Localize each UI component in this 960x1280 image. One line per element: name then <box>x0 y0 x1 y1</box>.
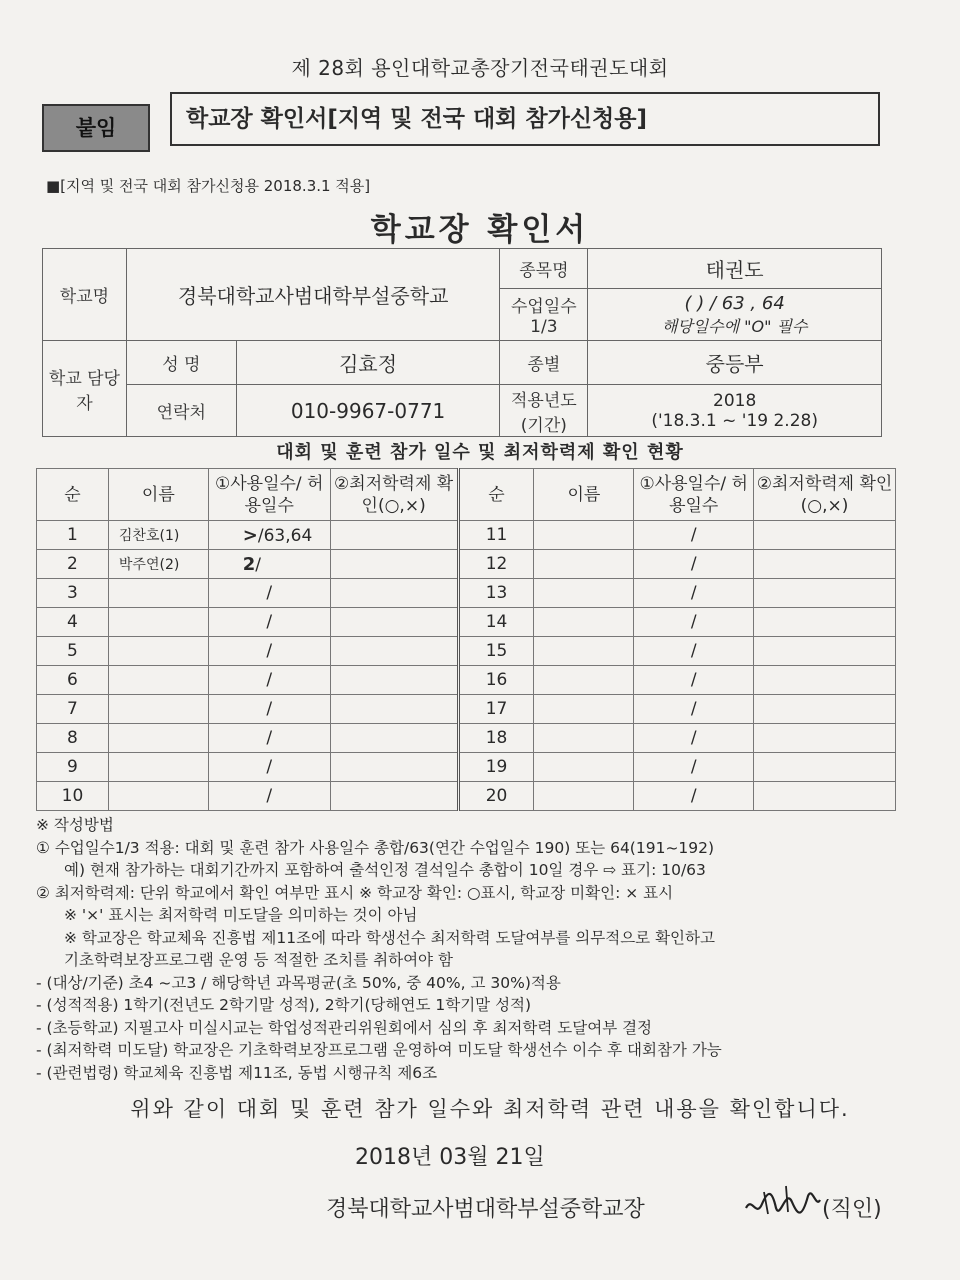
section-title: 대회 및 훈련 참가 일수 및 최저학력제 확인 현황 <box>276 442 684 463</box>
year-label: 적용년도 (기간) <box>500 385 588 437</box>
row-usage: / <box>208 695 330 724</box>
row-usage: / <box>634 550 754 579</box>
col-minimum-header-2: ②최저학력제 확인(○,×) <box>754 469 896 521</box>
table-row <box>37 666 896 695</box>
row-minimum <box>330 782 458 811</box>
row-no: 14 <box>458 608 534 637</box>
document-title: 학교장 확인서 <box>370 212 590 248</box>
row-no: 10 <box>37 782 109 811</box>
table-row <box>37 608 896 637</box>
row-usage: / <box>208 666 330 695</box>
row-name <box>534 782 634 811</box>
row-minimum <box>754 666 896 695</box>
row-no: 5 <box>37 637 109 666</box>
row-name <box>534 724 634 753</box>
category-value: 중등부 <box>588 341 882 385</box>
row-name <box>534 521 634 550</box>
contact-label: 연락처 <box>126 385 236 437</box>
row-usage: / <box>208 753 330 782</box>
row-usage: / <box>208 637 330 666</box>
school-label: 학교명 <box>43 249 127 341</box>
row-no: 2 <box>37 550 109 579</box>
table-row <box>37 550 896 579</box>
issue-date: 2018년 03월 21일 <box>355 1145 545 1170</box>
row-usage: / <box>634 666 754 695</box>
row-usage: / <box>634 579 754 608</box>
row-name <box>534 579 634 608</box>
row-no: 11 <box>458 521 534 550</box>
row-usage: / <box>634 521 754 550</box>
row-minimum <box>754 724 896 753</box>
manager-label: 학교 담당자 <box>43 341 127 437</box>
instruction-line: 기초학력보장프로그램 운영 등 적절한 조치를 취하여야 함 <box>64 951 453 969</box>
row-usage: / <box>634 724 754 753</box>
event-label: 종목명 <box>500 249 588 289</box>
handwritten-mark: > <box>242 524 258 546</box>
col-usage-header: ①사용일수/ 허용일수 <box>208 469 330 521</box>
row-name <box>108 724 208 753</box>
application-note: ■[지역 및 전국 대회 참가신청용 2018.3.1 적용] <box>46 177 371 195</box>
row-minimum <box>754 695 896 724</box>
table-header-row <box>37 469 896 521</box>
row-minimum <box>330 753 458 782</box>
row-name: 박주연(2) <box>108 550 208 579</box>
col-usage-header-2: ①사용일수/ 허용일수 <box>634 469 754 521</box>
row-usage: / <box>634 753 754 782</box>
row-name <box>108 637 208 666</box>
official-seal-label: (직인) <box>822 1197 882 1222</box>
row-minimum <box>330 579 458 608</box>
attachment-tag: 붙임 <box>42 104 150 152</box>
contact-value: 010-9967-0771 <box>236 385 500 437</box>
row-no: 12 <box>458 550 534 579</box>
instruction-line: - (대상/기준) 초4 ~고3 / 해당학년 과목평균(초 50%, 중 40%, 고 30%)적용 <box>36 973 561 992</box>
usage-value: /63,64 <box>257 525 313 546</box>
row-minimum <box>754 608 896 637</box>
row-name <box>108 753 208 782</box>
usage-value: / <box>255 554 262 575</box>
handwritten-signature-icon <box>742 1178 822 1226</box>
instruction-line: ※ 학교장은 학교체육 진흥법 제11조에 따라 학생선수 최저학력 도달여부를 의무적으로 확인하고 <box>64 928 715 947</box>
row-no: 19 <box>458 753 534 782</box>
row-no: 15 <box>458 637 534 666</box>
year-value: 2018 <box>713 390 757 411</box>
attachment-title: 학교장 확인서[지역 및 전국 대회 참가신청용] <box>170 92 880 146</box>
row-minimum <box>330 521 458 550</box>
row-no: 9 <box>37 753 109 782</box>
row-minimum <box>754 521 896 550</box>
class-days-label: 수업일수 1/3 <box>500 289 588 341</box>
instruction-line: - (초등학교) 지필고사 미실시교는 학업성적관리위원회에서 심의 후 최저학력 도달여부 결정 <box>36 1018 653 1037</box>
instructions-block <box>36 814 916 1084</box>
row-no: 4 <box>37 608 109 637</box>
row-name <box>108 666 208 695</box>
row-no: 13 <box>458 579 534 608</box>
instruction-line: - (관련법령) 학교체육 진흥법 제11조, 동법 시행규칙 제6조 <box>36 1063 438 1082</box>
row-name <box>534 550 634 579</box>
class-days-note: 해당일수에 "O" 필수 <box>661 316 808 336</box>
signer-name: 경북대학교사범대학부설중학교장 <box>326 1197 645 1222</box>
table-row <box>37 637 896 666</box>
competition-title: 제 28회 용인대학교총장기전국태권도대회 <box>291 56 669 80</box>
table-row <box>37 579 896 608</box>
instruction-line: ② 최저학력제: 단위 학교에서 확인 여부만 표시 ※ 학교장 확인: ○표시, 학교장 미확인: × 표시 <box>36 883 674 902</box>
row-usage: / <box>208 608 330 637</box>
row-usage <box>208 550 330 579</box>
row-usage: / <box>634 608 754 637</box>
row-minimum <box>754 579 896 608</box>
table-row <box>37 695 896 724</box>
row-minimum <box>330 695 458 724</box>
class-days-value: ( ) / 63 , 64 <box>684 292 785 314</box>
participation-table <box>36 468 896 811</box>
class-days-cell <box>588 289 882 341</box>
row-minimum <box>330 637 458 666</box>
instruction-line: 예) 현재 참가하는 대회기간까지 포함하여 출석인정 결석일수 총합이 10일 경우 ⇨ 표기: 10/63 <box>64 861 706 879</box>
event-value: 태권도 <box>588 249 882 289</box>
instructions-heading: ※ 작성방법 <box>36 816 114 834</box>
row-minimum <box>754 550 896 579</box>
row-no: 18 <box>458 724 534 753</box>
school-name: 경북대학교사범대학부설중학교 <box>126 249 500 341</box>
col-no-header-2: 순 <box>458 469 534 521</box>
row-minimum <box>330 608 458 637</box>
instruction-line: - (성적적용) 1학기(전년도 2학기말 성적), 2학기(당해연도 1학기말 성적) <box>36 996 532 1014</box>
instruction-line: - (최저학력 미도달) 학교장은 기초학력보장프로그램 운영하여 미도달 학생선수 이수 후 대회참가 가능 <box>36 1041 722 1059</box>
row-usage: / <box>208 579 330 608</box>
col-name-header: 이름 <box>108 469 208 521</box>
school-info-table <box>42 248 882 437</box>
row-usage: / <box>208 724 330 753</box>
confirmation-statement: 위와 같이 대회 및 훈련 참가 일수와 최저학력 관련 내용을 확인합니다. <box>130 1097 850 1121</box>
row-no: 16 <box>458 666 534 695</box>
row-name <box>108 608 208 637</box>
table-row <box>37 724 896 753</box>
row-usage: / <box>634 782 754 811</box>
row-minimum <box>754 637 896 666</box>
row-minimum <box>330 550 458 579</box>
instruction-line: ① 수업일수1/3 적용: 대회 및 훈련 참가 사용일수 총합/63(연간 수업일수 190) 또는 64(191~192) <box>36 838 715 857</box>
year-cell <box>588 385 882 437</box>
row-no: 6 <box>37 666 109 695</box>
col-name-header-2: 이름 <box>534 469 634 521</box>
table-row <box>37 753 896 782</box>
row-usage: / <box>634 637 754 666</box>
row-no: 7 <box>37 695 109 724</box>
row-no: 8 <box>37 724 109 753</box>
handwritten-mark: 2 <box>242 553 256 575</box>
row-no: 17 <box>458 695 534 724</box>
row-name <box>534 753 634 782</box>
row-no: 3 <box>37 579 109 608</box>
name-label: 성 명 <box>126 341 236 385</box>
row-name <box>534 666 634 695</box>
manager-name: 김효정 <box>236 341 500 385</box>
row-usage: / <box>208 782 330 811</box>
col-minimum-header: ②최저학력제 확인(○,×) <box>330 469 458 521</box>
category-label: 종별 <box>500 341 588 385</box>
row-name <box>534 637 634 666</box>
row-name <box>108 579 208 608</box>
row-name <box>108 782 208 811</box>
table-row <box>37 782 896 811</box>
col-no-header: 순 <box>37 469 109 521</box>
row-no: 1 <box>37 521 109 550</box>
row-usage <box>208 521 330 550</box>
row-no: 20 <box>458 782 534 811</box>
instruction-line: ※ '×' 표시는 최저학력 미도달을 의미하는 것이 아님 <box>64 906 418 924</box>
row-usage: / <box>634 695 754 724</box>
row-minimum <box>754 753 896 782</box>
row-name: 김찬호(1) <box>108 521 208 550</box>
row-minimum <box>330 724 458 753</box>
period-value: ('18.3.1 ~ '19 2.28) <box>651 410 818 431</box>
row-name <box>534 608 634 637</box>
row-name <box>108 695 208 724</box>
table-row <box>37 521 896 550</box>
row-name <box>534 695 634 724</box>
row-minimum <box>330 666 458 695</box>
row-minimum <box>754 782 896 811</box>
